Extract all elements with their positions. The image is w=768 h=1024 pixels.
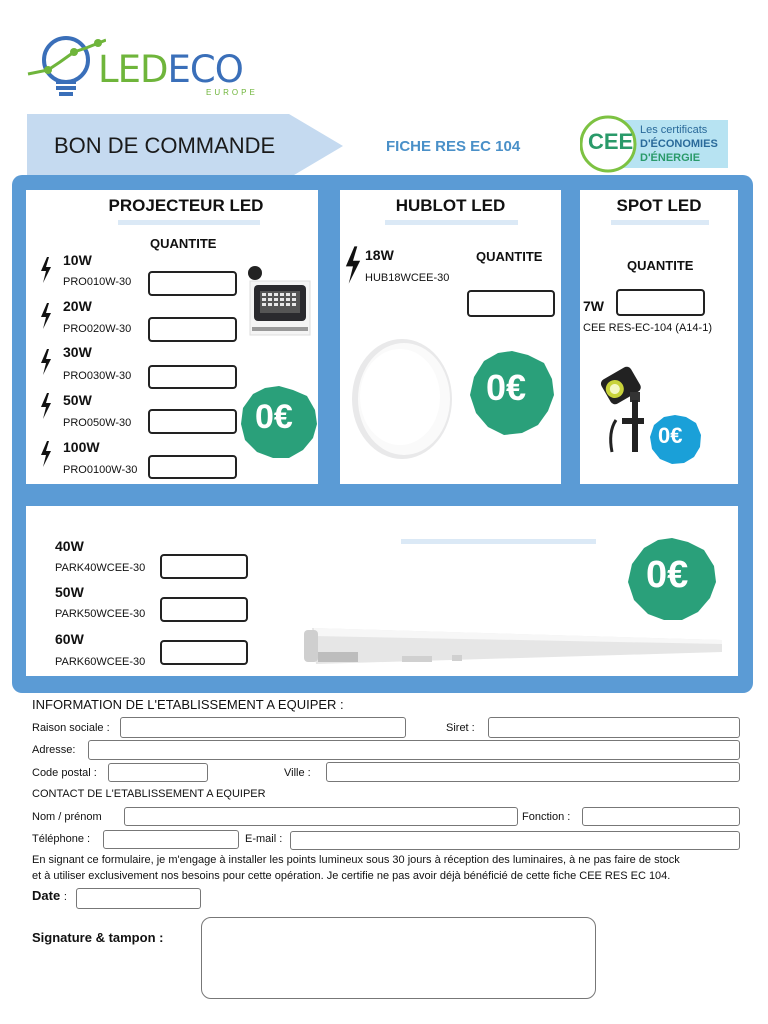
adresse-label: Adresse: (32, 744, 76, 756)
fonction-input[interactable] (582, 807, 740, 826)
adresse-input[interactable] (88, 740, 740, 760)
logo (26, 30, 266, 105)
projector-image (248, 265, 312, 345)
raison-sociale-label: Raison sociale : (32, 722, 110, 734)
projecteur-title: PROJECTEUR LED (108, 196, 264, 215)
spot-title: SPOT LED (616, 196, 702, 215)
raison-sociale-input[interactable] (120, 717, 406, 738)
badge-text: 0€ (646, 554, 689, 596)
ville-input[interactable] (326, 762, 740, 782)
lightning-icon (39, 257, 53, 283)
lightbulb-logo-icon (26, 30, 106, 105)
date-label (32, 888, 67, 903)
cee-line1: Les certificats (640, 124, 708, 136)
quantity-input-park40w[interactable] (160, 554, 248, 579)
quantity-input-7w[interactable] (616, 289, 705, 316)
tube-light-image (302, 622, 726, 672)
logo-sub-text: EUROPE (206, 88, 258, 97)
form-section-title: INFORMATION DE L'ETABLISSEMENT A EQUIPER : (32, 697, 344, 712)
watt-label: 30W (63, 344, 92, 360)
product-ref: HUB18WCEE-30 (365, 272, 450, 284)
nom-input[interactable] (124, 807, 518, 826)
telephone-label: Téléphone : (32, 833, 91, 845)
cee-line3: D'ÉNERGIE (640, 152, 701, 164)
lightning-icon (39, 349, 53, 375)
lightning-icon (39, 393, 53, 419)
badge-text: 0€ (486, 367, 527, 408)
title-underline (611, 220, 709, 225)
telephone-input[interactable] (103, 830, 239, 849)
product-ref: PRO010W-30 (63, 276, 132, 288)
engagement-text-2: et à utiliser exclusivement nos besoins pour cette opération. Je certifie ne pas avoir déjà bénéficié de cette fiche CEE RES EC 104. (32, 870, 671, 882)
product-ref: PARK40WCEE-30 (55, 562, 146, 574)
ville-label: Ville : (284, 767, 311, 779)
product-ref: PRO050W-30 (63, 417, 132, 429)
product-ref: PRO0100W-30 (63, 464, 138, 476)
watt-label: 20W (63, 298, 92, 314)
signature-label: Signature & tampon : (32, 930, 164, 945)
zero-euro-badge-hublot (468, 349, 556, 437)
title-underline (385, 220, 518, 225)
zero-euro-badge-projecteur (239, 384, 319, 460)
fiche-reference: FICHE RES EC 104 (386, 138, 521, 155)
lightning-icon (343, 245, 363, 285)
email-input[interactable] (290, 831, 740, 850)
engagement-text-1: En signant ce formulaire, je m'engage à installer les points lumineux sous 30 jours à réception des luminaires, à ne pas faire de stock (32, 854, 680, 866)
date-colon: : (63, 891, 67, 903)
product-ref: PRO030W-30 (63, 370, 132, 382)
cee-logo (580, 114, 730, 174)
quantite-label: QUANTITE (627, 258, 694, 273)
logo-eco-text: ECO (167, 48, 243, 91)
watt-label: 50W (55, 584, 84, 600)
quantity-input-100w[interactable] (148, 455, 237, 479)
watt-label: 40W (55, 538, 84, 554)
code-postal-label: Code postal : (32, 767, 97, 779)
watt-label: 50W (63, 392, 92, 408)
cee-abbr: CEE (588, 129, 634, 154)
siret-input[interactable] (488, 717, 740, 738)
zero-euro-badge-park (626, 536, 718, 622)
product-ref: PARK60WCEE-30 (55, 656, 146, 668)
watt-label: 10W (63, 252, 92, 268)
hublot-image (350, 335, 452, 460)
contact-title: CONTACT DE L'ETABLISSEMENT A EQUIPER (32, 788, 266, 800)
zero-euro-badge-spot (648, 413, 702, 465)
page-title: BON DE COMMANDE (54, 133, 276, 158)
watt-label: 100W (63, 439, 100, 455)
badge-text: 0€ (255, 398, 293, 436)
lightning-icon (39, 303, 53, 329)
quantite-label: QUANTITE (150, 236, 217, 251)
product-ref: PARK50WCEE-30 (55, 608, 146, 620)
product-ref: PRO020W-30 (63, 323, 132, 335)
quantity-input-18w[interactable] (467, 290, 555, 317)
quantite-label: QUANTITE (476, 249, 543, 264)
product-ref: CEE RES-EC-104 (A14-1) (583, 322, 712, 334)
fonction-label: Fonction : (522, 811, 571, 823)
date-label-text: Date (32, 888, 61, 903)
date-input[interactable] (76, 888, 201, 909)
signature-box[interactable] (201, 917, 596, 999)
siret-label: Siret : (446, 722, 475, 734)
hublot-panel (340, 190, 561, 484)
hublot-title: HUBLOT LED (395, 196, 506, 215)
title-banner (27, 114, 343, 178)
title-underline (118, 220, 260, 225)
title-underline (401, 539, 596, 544)
nom-label: Nom / prénom (32, 811, 102, 823)
code-postal-input[interactable] (108, 763, 208, 782)
badge-text: 0€ (658, 423, 683, 448)
email-label: E-mail : (245, 833, 283, 845)
quantity-input-10w[interactable] (148, 271, 237, 296)
watt-label: 60W (55, 631, 84, 647)
quantity-input-park50w[interactable] (160, 597, 248, 622)
quantity-input-50w[interactable] (148, 409, 237, 434)
watt-label: 7W (583, 298, 604, 314)
logo-led-text: LED (98, 48, 168, 91)
quantity-input-30w[interactable] (148, 365, 237, 389)
lightning-icon (39, 441, 53, 467)
watt-label: 18W (365, 247, 394, 263)
cee-line2: D'ÉCONOMIES (640, 138, 718, 150)
quantity-input-20w[interactable] (148, 317, 237, 342)
quantity-input-park60w[interactable] (160, 640, 248, 665)
